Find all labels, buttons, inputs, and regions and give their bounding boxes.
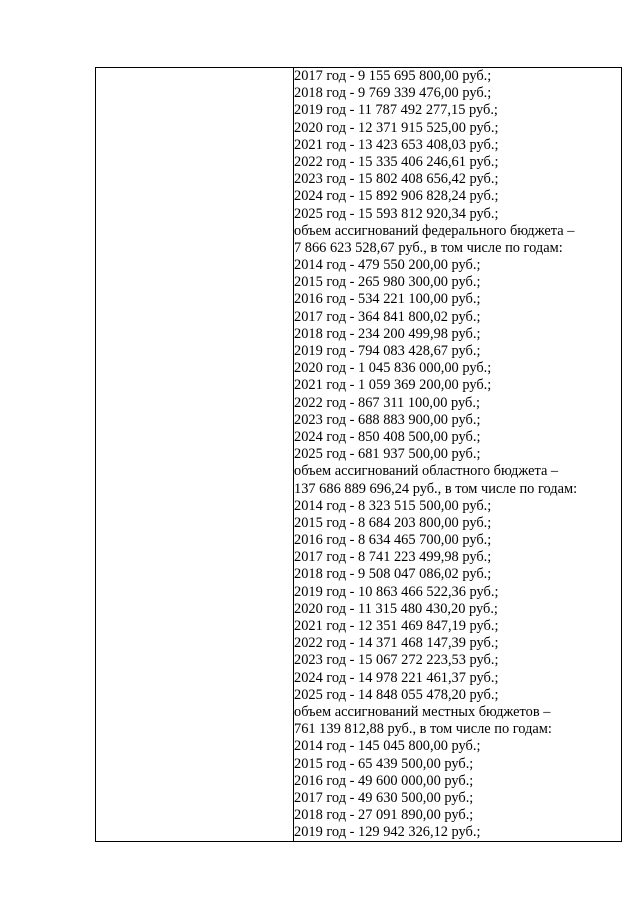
funding-line: 2022 год - 14 371 468 147,39 руб.; — [294, 635, 499, 652]
funding-line: 2018 год - 234 200 499,98 руб.; — [294, 325, 481, 342]
funding-line: 2025 год - 681 937 500,00 руб.; — [294, 446, 481, 463]
funding-line: 2024 год - 15 892 906 828,24 руб.; — [294, 188, 499, 205]
funding-line: 137 686 889 696,24 руб., в том числе по годам: — [294, 480, 578, 497]
funding-line: 2015 год - 265 980 300,00 руб.; — [294, 274, 481, 291]
funding-line: 2021 год - 1 059 369 200,00 руб.; — [294, 377, 492, 394]
label-cell — [96, 68, 294, 842]
budget-table — [95, 67, 622, 842]
funding-line: 2024 год - 14 978 221 461,37 руб.; — [294, 669, 499, 686]
funding-line: 2023 год - 15 802 408 656,42 руб.; — [294, 171, 499, 188]
funding-line: объем ассигнований областного бюджета – — [294, 463, 559, 480]
funding-line: 2017 год - 9 155 695 800,00 руб.; — [294, 68, 492, 84]
funding-line: 2023 год - 15 067 272 223,53 руб.; — [294, 652, 499, 669]
funding-line: 2020 год - 12 371 915 525,00 руб.; — [294, 119, 499, 136]
funding-line: 2019 год - 11 787 492 277,15 руб.; — [294, 102, 498, 119]
funding-cell — [294, 68, 622, 842]
funding-line: 2020 год - 1 045 836 000,00 руб.; — [294, 360, 492, 377]
funding-line: 2017 год - 364 841 800,02 руб.; — [294, 308, 481, 325]
funding-line: 2016 год - 8 634 465 700,00 руб.; — [294, 532, 492, 549]
funding-line: 2019 год - 10 863 466 522,36 руб.; — [294, 583, 499, 600]
funding-line: 2021 год - 13 423 653 408,03 руб.; — [294, 136, 499, 153]
funding-line: 2018 год - 27 091 890,00 руб.; — [294, 807, 474, 824]
funding-line: 2019 год - 794 083 428,67 руб.; — [294, 343, 481, 359]
funding-line: 2021 год - 12 351 469 847,19 руб.; — [294, 618, 499, 634]
funding-line: 2015 год - 8 684 203 800,00 руб.; — [294, 514, 492, 531]
funding-line: 2015 год - 65 439 500,00 руб.; — [294, 755, 474, 772]
funding-lines — [294, 68, 621, 841]
funding-line: 2014 год - 145 045 800,00 руб.; — [294, 738, 481, 755]
funding-line: 2025 год - 15 593 812 920,34 руб.; — [294, 205, 499, 222]
funding-line: 2018 год - 9 508 047 086,02 руб.; — [294, 566, 492, 583]
funding-line: 2018 год - 9 769 339 476,00 руб.; — [294, 85, 492, 102]
funding-line: 2019 год - 129 942 326,12 руб.; — [294, 824, 481, 841]
funding-line: 2017 год - 8 741 223 499,98 руб.; — [294, 549, 492, 566]
funding-line: 761 139 812,88 руб., в том числе по годам: — [294, 721, 552, 738]
table-row — [96, 68, 622, 842]
funding-line: 2014 год - 8 323 515 500,00 руб.; — [294, 497, 492, 514]
funding-line: 7 866 623 528,67 руб., в том числе по годам: — [294, 239, 563, 256]
funding-line: 2022 год - 15 335 406 246,61 руб.; — [294, 153, 499, 170]
funding-line: 2016 год - 534 221 100,00 руб.; — [294, 291, 481, 308]
funding-line: 2017 год - 49 630 500,00 руб.; — [294, 789, 474, 806]
funding-line: 2024 год - 850 408 500,00 руб.; — [294, 428, 481, 445]
funding-line: 2016 год - 49 600 000,00 руб.; — [294, 772, 474, 789]
funding-line: объем ассигнований федерального бюджета – — [294, 222, 575, 239]
funding-line: 2014 год - 479 550 200,00 руб.; — [294, 257, 481, 274]
funding-line: 2023 год - 688 883 900,00 руб.; — [294, 411, 481, 428]
funding-line: 2020 год - 11 315 480 430,20 руб.; — [294, 600, 498, 617]
funding-line: 2025 год - 14 848 055 478,20 руб.; — [294, 686, 499, 703]
funding-line: объем ассигнований местных бюджетов – — [294, 703, 551, 720]
funding-line: 2022 год - 867 311 100,00 руб.; — [294, 394, 480, 411]
